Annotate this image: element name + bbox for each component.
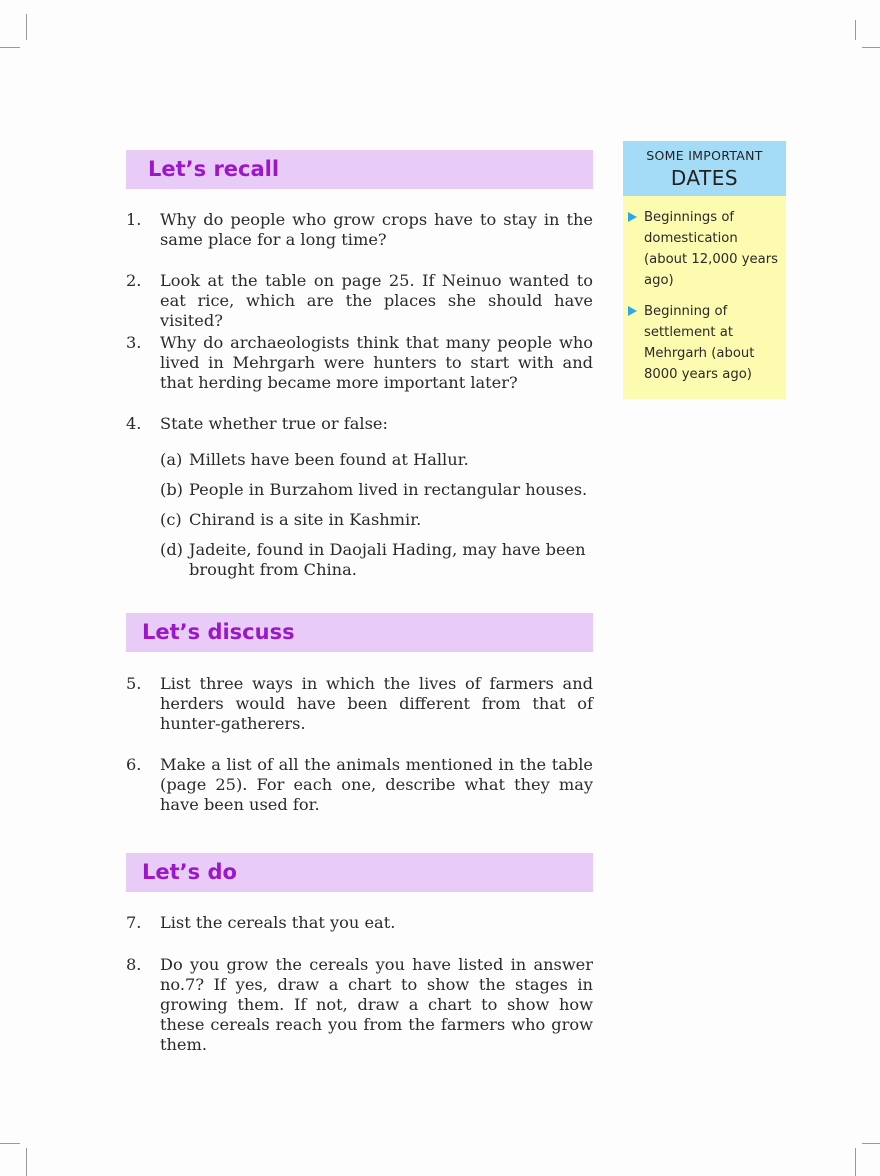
do-heading: Let’s do	[126, 853, 593, 892]
crop-mark	[862, 1143, 880, 1144]
question-text: Why do people who grow crops have to stay in the same place for a long time?	[160, 210, 593, 249]
discuss-heading: Let’s discuss	[126, 613, 593, 652]
question-8	[126, 955, 593, 1055]
item-text: Millets have been found at Hallur.	[189, 450, 469, 469]
item-text: Chirand is a site in Kashmir.	[189, 510, 422, 529]
important-dates-box	[623, 141, 786, 399]
question-text: List the cereals that you eat.	[160, 913, 396, 932]
question-number: 1.	[126, 210, 142, 229]
question-text: Why do archaeologists think that many people who lived in Mehrgarh were hunters to start with and that herding became more important later?	[160, 333, 593, 392]
question-number: 4.	[126, 414, 142, 433]
question-6	[126, 755, 593, 815]
question-number: 3.	[126, 333, 142, 352]
triangle-bullet-icon	[628, 306, 637, 316]
dates-title-small: SOME IMPORTANT	[646, 148, 763, 163]
question-3	[126, 333, 593, 393]
question-4	[126, 414, 593, 434]
question-number: 5.	[126, 674, 142, 693]
question-number: 8.	[126, 955, 142, 974]
item-label: (b)	[160, 480, 183, 499]
crop-mark	[26, 14, 27, 40]
date-entry	[644, 301, 782, 385]
question-text: State whether true or false:	[160, 414, 388, 433]
triangle-bullet-icon	[628, 212, 637, 222]
date-entry	[644, 207, 782, 291]
question-7	[126, 913, 593, 933]
item-label: (c)	[160, 510, 182, 529]
recall-heading: Let’s recall	[126, 150, 593, 189]
question-1	[126, 210, 593, 250]
question-number: 6.	[126, 755, 142, 774]
true-false-item-a	[160, 450, 593, 470]
item-label: (d)	[160, 540, 183, 559]
question-number: 2.	[126, 271, 142, 290]
question-text: Look at the table on page 25. If Neinuo wanted to eat rice, which are the places she should have visited?	[160, 271, 593, 330]
crop-mark	[862, 47, 880, 48]
crop-mark	[0, 1143, 20, 1144]
question-text: Do you grow the cereals you have listed in answer no.7? If yes, draw a chart to show the stages in growing them. If not, draw a chart to show how these cereals reach you from the farmers who grow them.	[160, 955, 593, 1054]
question-2	[126, 271, 593, 331]
item-label: (a)	[160, 450, 183, 469]
true-false-item-c	[160, 510, 593, 530]
crop-mark	[855, 20, 856, 40]
dates-title-big: DATES	[670, 166, 739, 190]
item-text: Jadeite, found in Daojali Hading, may have been brought from China.	[189, 540, 586, 579]
date-entry-text: Beginning of settlement at Mehrgarh (about 8000 years ago)	[644, 304, 755, 382]
item-text: People in Burzahom lived in rectangular houses.	[189, 480, 588, 499]
question-number: 7.	[126, 913, 142, 932]
crop-mark	[26, 1148, 27, 1176]
crop-mark	[855, 1148, 856, 1176]
question-5	[126, 674, 593, 734]
crop-mark	[0, 47, 20, 48]
dates-header	[623, 141, 786, 196]
true-false-item-b	[160, 480, 593, 500]
question-text: Make a list of all the animals mentioned in the table (page 25). For each one, describe what they may have been used for.	[160, 755, 593, 814]
question-text: List three ways in which the lives of farmers and herders would have been different from that of hunter-gatherers.	[160, 674, 593, 733]
date-entry-text: Beginnings of domestication (about 12,000 years ago)	[644, 210, 779, 288]
true-false-item-d	[160, 540, 593, 580]
